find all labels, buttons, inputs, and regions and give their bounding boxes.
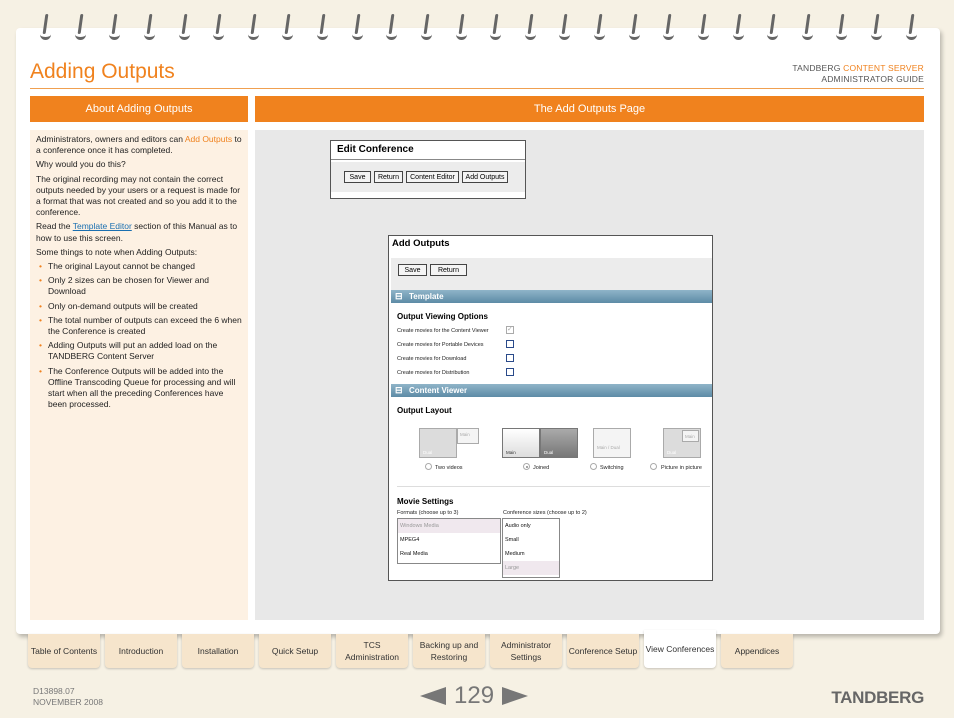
binding-ring-icon xyxy=(352,14,366,40)
option-label: Create movies for Download xyxy=(397,356,467,362)
binding-ring-icon xyxy=(629,14,643,40)
layout-box-label: Main xyxy=(506,450,516,455)
binding-ring-icon xyxy=(525,14,539,40)
brand-header xyxy=(792,63,924,85)
list-item[interactable]: Windows Media xyxy=(398,519,500,533)
list-item[interactable]: Large xyxy=(503,561,559,575)
tab-backing-up-and-restoring[interactable]: Backing up and Restoring xyxy=(413,634,485,668)
doc-id: D13898.07 xyxy=(33,686,75,696)
list-item[interactable]: Audio only xyxy=(505,523,531,529)
layout-joined-radio[interactable] xyxy=(523,463,530,470)
layout-switching-radio[interactable] xyxy=(590,463,597,470)
list-item[interactable]: MPEG4 xyxy=(400,537,420,543)
brand-name: TANDBERG xyxy=(792,63,844,73)
option-label: Create movies for the Content Viewer xyxy=(397,328,489,334)
right-panel-header: The Add Outputs Page xyxy=(255,96,924,122)
document-info xyxy=(33,686,103,708)
return-button[interactable]: Return xyxy=(374,171,403,183)
binding-ring-icon xyxy=(248,14,262,40)
binding-ring-icon xyxy=(594,14,608,40)
intro-paragraph xyxy=(36,134,242,156)
binding-ring-icon xyxy=(213,14,227,40)
binding-ring-icon xyxy=(836,14,850,40)
notes-list xyxy=(36,261,242,410)
binding-ring-icon xyxy=(40,14,54,40)
tab-quick-setup[interactable]: Quick Setup xyxy=(259,634,331,668)
binding-ring-icon xyxy=(75,14,89,40)
list-item: • The Conference Outputs will be added into the Offline Transcoding Queue for processing and will start when all the preceding Conferences have been processed. xyxy=(36,366,242,411)
option-label: Create movies for Distribution xyxy=(397,370,470,376)
movie-settings-title: Movie Settings xyxy=(397,497,454,506)
binding-ring-icon xyxy=(144,14,158,40)
layout-label: Two videos xyxy=(435,465,463,471)
layout-box-label: Dual xyxy=(667,450,677,455)
binding-ring-icon xyxy=(733,14,747,40)
layout-two-videos-secondary xyxy=(457,428,479,444)
edit-conference-title: Edit Conference xyxy=(337,144,414,155)
layout-box-label: Dual xyxy=(423,450,433,455)
intro-text-end: to a conference once it has completed. xyxy=(36,134,242,156)
title-divider xyxy=(30,88,924,89)
layout-label: Switching xyxy=(600,465,624,471)
layout-box-label: Dual xyxy=(544,450,554,455)
content-viewer-section-header[interactable]: ⊟ Content Viewer xyxy=(391,384,712,397)
binding-ring-icon xyxy=(767,14,781,40)
sizes-label: Conference sizes (choose up to 2) xyxy=(503,510,587,516)
brand-product: CONTENT SERVER xyxy=(843,63,924,73)
list-item[interactable]: Small xyxy=(505,537,519,543)
layout-label: Picture in picture xyxy=(661,465,702,471)
binding-ring-icon xyxy=(490,14,504,40)
template-editor-link[interactable]: Template Editor xyxy=(72,221,132,232)
layout-label: Joined xyxy=(533,465,550,471)
tab-administrator-settings[interactable]: Administrator Settings xyxy=(490,634,562,668)
list-item: • The total number of outputs can exceed the 6 when the Conference is created xyxy=(36,315,242,337)
tab-table-of-contents[interactable]: Table of Contents xyxy=(28,634,100,668)
section-tabs xyxy=(28,634,796,668)
page-number: 129 xyxy=(454,682,495,709)
sizes-listbox[interactable] xyxy=(502,518,560,578)
layout-picture-in-picture-radio[interactable] xyxy=(650,463,657,470)
binding-ring-icon xyxy=(456,14,470,40)
binding-ring-icon xyxy=(282,14,296,40)
binding-ring-icon xyxy=(109,14,123,40)
read-more-paragraph xyxy=(36,221,242,243)
option-label: Create movies for Portable Devices xyxy=(397,342,484,348)
left-panel xyxy=(30,130,248,620)
download-checkbox[interactable] xyxy=(506,354,514,362)
read-more-text: Read the xyxy=(36,221,73,232)
layout-joined[interactable] xyxy=(502,428,540,458)
tab-tcs-administration[interactable]: TCS Administration xyxy=(336,634,408,668)
tab-installation[interactable]: Installation xyxy=(182,634,254,668)
list-item[interactable]: Real Media xyxy=(400,551,428,557)
save-button[interactable]: Save xyxy=(344,171,371,183)
next-page-icon[interactable] xyxy=(502,687,528,705)
layout-two-videos-radio[interactable] xyxy=(425,463,432,470)
distribution-checkbox[interactable] xyxy=(506,368,514,376)
layout-box-label: Main xyxy=(685,434,695,439)
add-outputs-title: Add Outputs xyxy=(392,238,450,249)
list-item: • Only 2 sizes can be chosen for Viewer and Download xyxy=(36,275,242,297)
layout-pip-inset xyxy=(682,430,699,442)
output-layout-title: Output Layout xyxy=(397,406,452,415)
list-item: • The original Layout cannot be changed xyxy=(36,261,242,272)
reason-paragraph: The original recording may not contain the correct outputs needed by your users or a request is made for a format that was not created and so you add it to the conference. xyxy=(36,173,241,218)
binding-ring-icon xyxy=(317,14,331,40)
tab-view-conferences[interactable]: View Conferences xyxy=(644,630,716,668)
previous-page-icon[interactable] xyxy=(420,687,446,705)
brand-guide: ADMINISTRATOR GUIDE xyxy=(821,74,924,84)
content-editor-button[interactable]: Content Editor xyxy=(406,171,459,183)
tab-conference-setup[interactable]: Conference Setup xyxy=(567,634,639,668)
left-panel-header: About Adding Outputs xyxy=(30,96,248,122)
binding-ring-icon xyxy=(421,14,435,40)
binding-ring-icon xyxy=(802,14,816,40)
layout-box-label: Main xyxy=(460,432,470,437)
layout-box-label: Main / Dual xyxy=(597,445,620,450)
return-button[interactable]: Return xyxy=(430,264,467,276)
binding-ring-icon xyxy=(698,14,712,40)
layout-two-videos[interactable] xyxy=(419,428,457,458)
list-item: • Only on-demand outputs will be created xyxy=(36,301,242,312)
formats-label: Formats (choose up to 3) xyxy=(397,510,459,516)
add-outputs-screenshot xyxy=(388,235,713,581)
read-more-text-end: section of this Manual as to how to use this screen. xyxy=(36,221,238,243)
tab-introduction[interactable]: Introduction xyxy=(105,634,177,668)
intro-text: Administrators, owners and editors can xyxy=(36,134,185,144)
divider xyxy=(331,159,525,160)
layout-joined-secondary xyxy=(540,428,578,458)
pager xyxy=(420,682,528,710)
why-question: Why would you do this? xyxy=(36,159,126,170)
tandberg-logo: TANDBERG xyxy=(831,688,924,707)
page-title: Adding Outputs xyxy=(30,60,175,83)
notes-intro: Some things to note when Adding Outputs: xyxy=(36,246,198,257)
binding-ring-icon xyxy=(906,14,920,40)
binding-ring-icon xyxy=(663,14,677,40)
divider xyxy=(397,486,710,487)
binding-ring-icon xyxy=(386,14,400,40)
binding-ring-icon xyxy=(559,14,573,40)
binding-ring-icon xyxy=(871,14,885,40)
content-viewer-checkbox[interactable] xyxy=(506,326,514,334)
doc-date: NOVEMBER 2008 xyxy=(33,697,103,707)
output-viewing-options-title: Output Viewing Options xyxy=(397,312,488,321)
template-section-header[interactable]: ⊟ Template xyxy=(391,290,712,303)
edit-conference-screenshot xyxy=(330,140,526,199)
add-outputs-link[interactable]: Add Outputs xyxy=(184,134,233,144)
binding-ring-icon xyxy=(179,14,193,40)
layout-switching[interactable] xyxy=(593,428,631,458)
add-outputs-button[interactable]: Add Outputs xyxy=(462,171,508,183)
spiral-binding xyxy=(40,14,920,40)
tab-appendices[interactable]: Appendices xyxy=(721,634,793,668)
save-button[interactable]: Save xyxy=(398,264,427,276)
formats-listbox[interactable] xyxy=(397,518,501,564)
portable-devices-checkbox[interactable] xyxy=(506,340,514,348)
list-item[interactable]: Medium xyxy=(505,551,525,557)
list-item: • Adding Outputs will put an added load on the TANDBERG Content Server xyxy=(36,340,242,362)
